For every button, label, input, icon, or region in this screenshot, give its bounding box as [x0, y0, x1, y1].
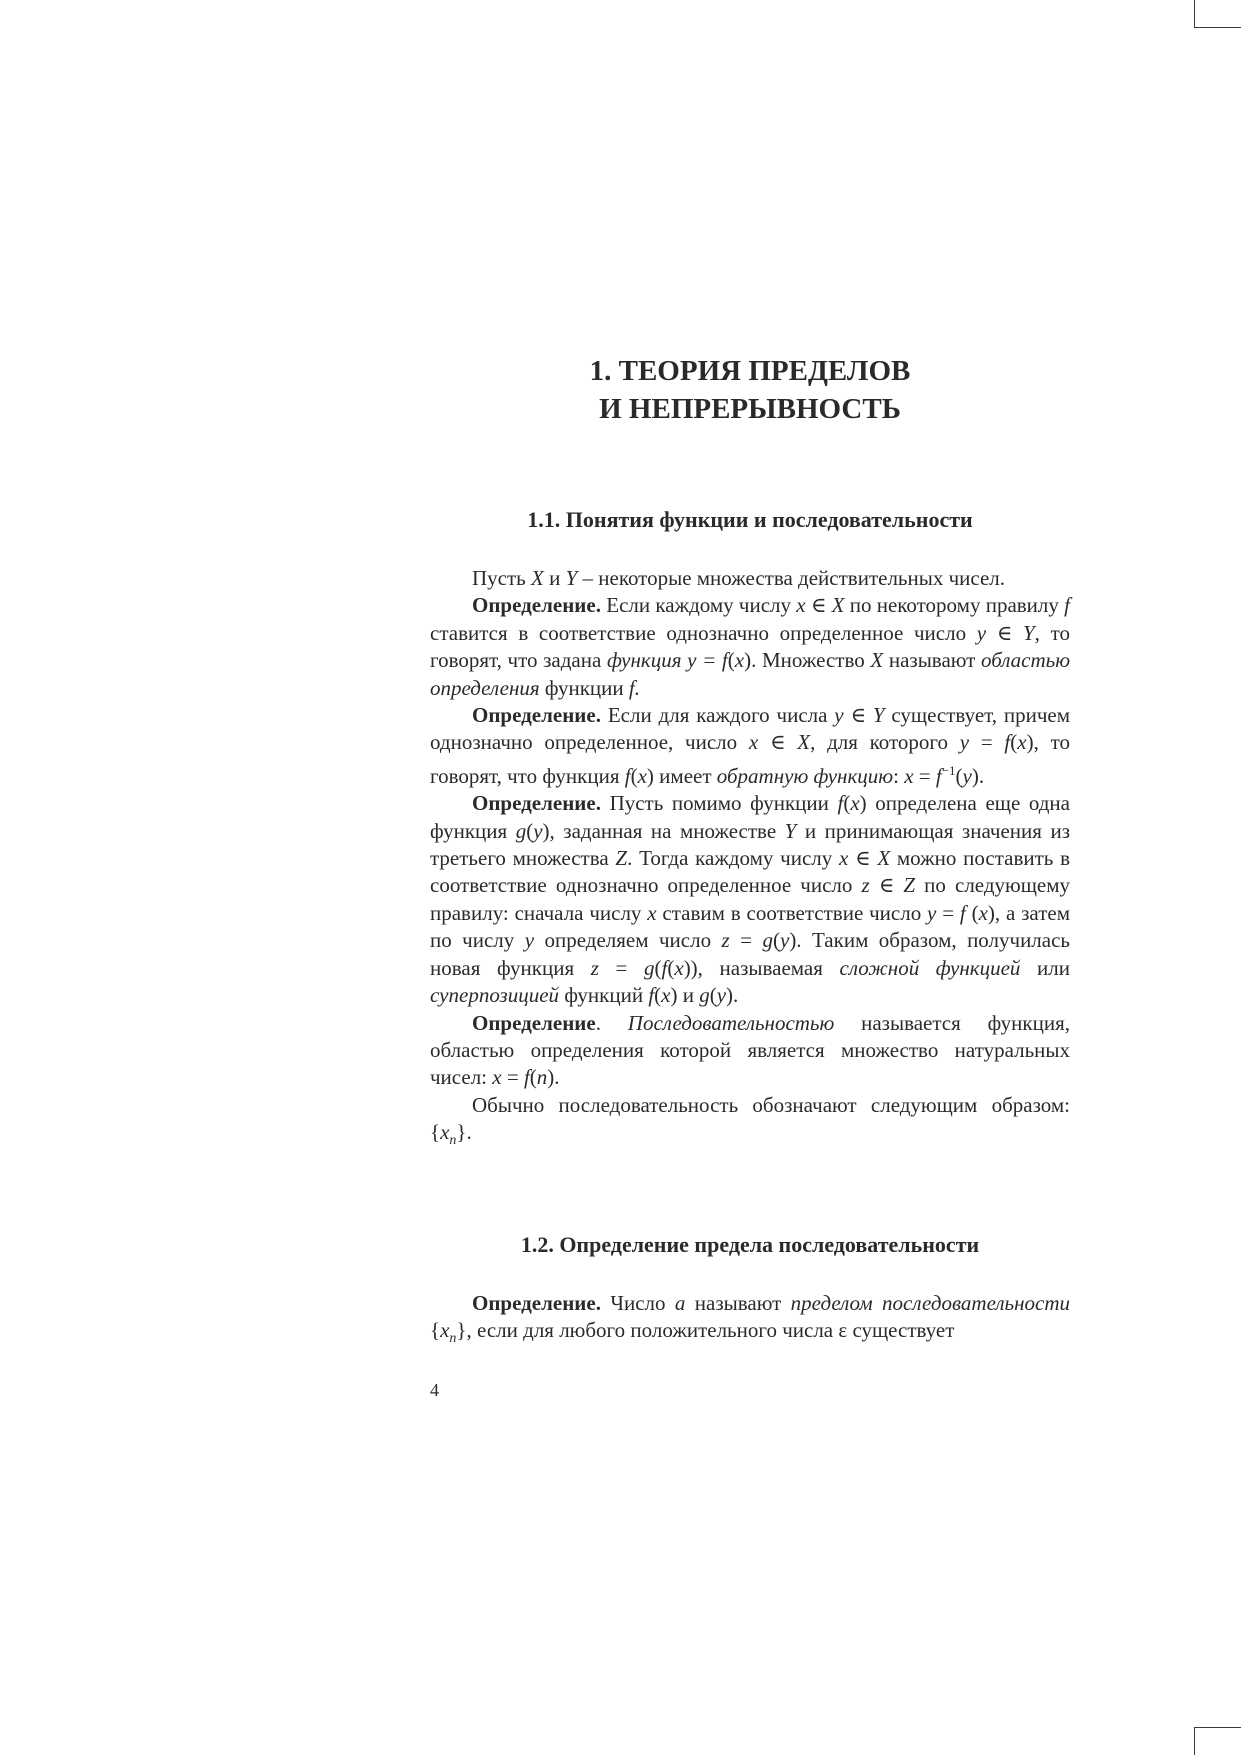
term-inverse-function: обратную функцию — [716, 763, 894, 788]
crop-mark-bottom-horizontal — [1194, 1727, 1241, 1728]
page-number: 4 — [430, 1380, 439, 1400]
definition-label: Определение — [472, 1010, 596, 1035]
section-1-1-title: 1.1. Понятия функции и последовательности — [527, 507, 973, 532]
section-1-2-title: 1.2. Определение предела последовательности — [520, 1232, 980, 1257]
definition-function: Определение. Если каждому числу x ∈ X по некоторому правилу f ставится в соответствие однозначно определенное число y ∈ Y, то говорят, что задана функция y = f(x). Множество X называют областью определения функции f. — [430, 593, 1071, 700]
term-sequence: Последовательностью — [627, 1010, 835, 1035]
intro-paragraph: Пусть X и Y – некоторые множества действительных чисел. — [472, 566, 1006, 590]
sequence-notation-note: Обычно последовательность обозначают следующим образом: $\{x_n\}$. — [430, 1092, 1070, 1149]
definition-label: Определение. — [472, 593, 601, 618]
crop-mark-top-vertical — [1194, 0, 1195, 28]
term-domain: областью определения — [430, 648, 1071, 700]
term-function: функция — [606, 648, 682, 673]
crop-mark-bottom-vertical — [1194, 1727, 1195, 1755]
definition-limit: Определение. Число a называют пределом последовательности $\{x_n\}$, если для любого положительного числа ε существует — [430, 1291, 1071, 1347]
definition-label: Определение. — [472, 703, 601, 728]
definition-sequence: Определение. Последовательностью называется функция, областью определения которой является множество натуральных чисел: x = f(n). — [430, 1010, 1070, 1090]
definition-label: Определение. — [472, 1291, 601, 1315]
definition-label: Определение. — [472, 791, 601, 816]
section-1-2-body — [430, 1290, 1070, 1353]
term-superposition: суперпозицией — [430, 983, 560, 1008]
crop-mark-top-horizontal — [1194, 27, 1241, 28]
definition-composite-function: Определение. Пусть помимо функции f(x) определена еще одна функция g(y), заданная на множестве Y и принимающая значения из третьего множества Z. Тогда каждому числу x ∈ X можно поставить в соответствие однозначно определенное число z ∈ Z по следующему правилу: сначала числу x ставим в соответствие число y = f (x), а затем по числу y определяем число z = g(y). Таким образом, получилась новая функция z = g(f(x)), называемая сложной функцией или суперпозицией функций f(x) и g(y). — [430, 791, 1071, 1008]
term-composite-function: сложной функцией — [839, 955, 1021, 980]
chapter-title — [430, 352, 1070, 428]
chapter-title-line-2: И НЕПРЕРЫВНОСТЬ — [599, 393, 901, 425]
section-1-1-body — [430, 565, 1070, 1155]
term-limit: пределом последовательности — [790, 1291, 1071, 1315]
chapter-title-line-1: 1. ТЕОРИЯ ПРЕДЕЛОВ — [589, 355, 911, 387]
definition-inverse-function: Определение. Если для каждого числа y ∈ Y существует, причем однозначно определенное, число x ∈ X, для которого y = f(x), то говорят, что функция f(x) имеет обратную функцию: $x = f^{-1}(y)$. — [430, 703, 1071, 788]
